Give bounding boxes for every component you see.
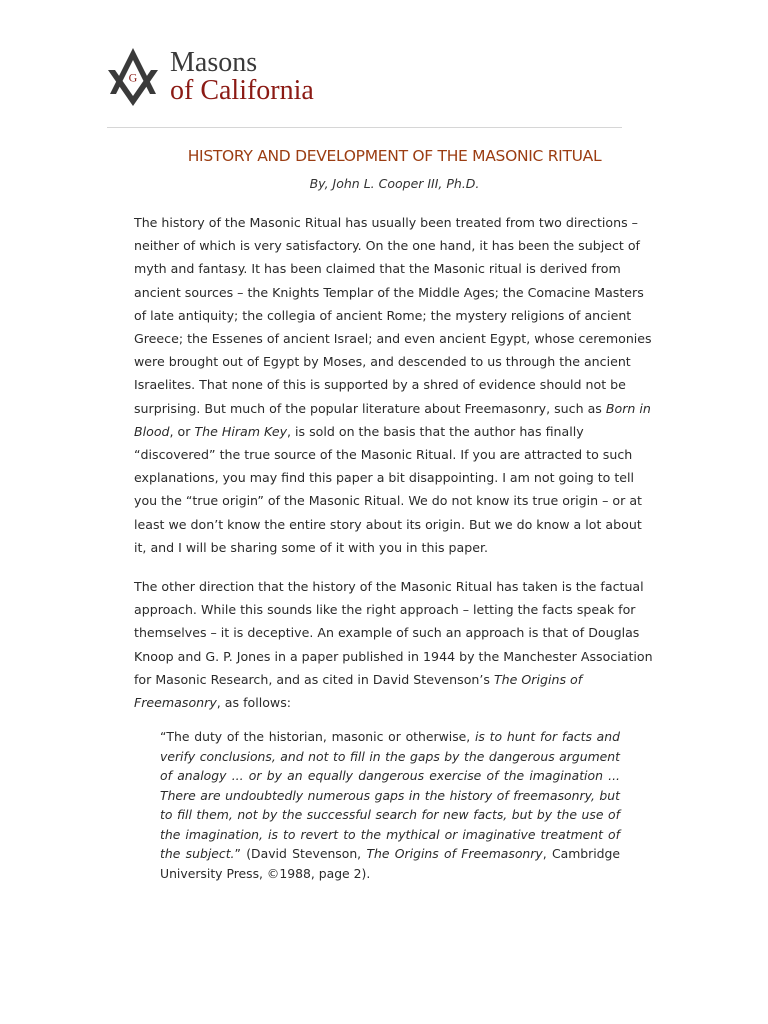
- block-quote: [160, 727, 620, 883]
- p1-text-a: The history of the Masonic Ritual has usually been treated from two directions – neither of which is very satisfactory. On the one hand, it has been the subject of myth and fantasy. It has been claimed that the Masonic ritual is derived from ancient sources – the Knights Templar of the Middle Ages; the Comacine Masters of late antiquity; the collegia of ancient Rome; the mystery religions of ancient Greece; the Essenes of ancient Israel; and even ancient Egypt, whose ceremonies were brought out of Egypt by Moses, and descended to us through the ancient Israelites. That none of this is supported by a shred of evidence should not be surprising. But much of the popular literature about Freemasonry, such as: [134, 215, 652, 416]
- document-title: HISTORY AND DEVELOPMENT OF THE MASONIC RITUAL: [187, 147, 602, 165]
- square-and-compass-icon: [104, 44, 162, 110]
- logo-letter: G: [128, 70, 138, 85]
- paragraph-2: [134, 575, 656, 714]
- p1-italic-born-in-blood: Born in Blood: [134, 400, 651, 439]
- p1-text-c: , or: [169, 423, 195, 439]
- p2-text-c: , as follows:: [216, 695, 292, 711]
- p2-text-a: The other direction that the history of the Masonic Ritual has taken is the factual approach. While this sounds like the right approach – letting the facts speak for themselves – it is deceptive. An example of such an approach is that of Douglas Knoop and G. P. Jones in a paper published in 1944 by the Manchester Association for Masonic Research, and as cited in David Stevenson’s: [134, 579, 653, 687]
- p2-italic-origins: The Origins of Freemasonry: [134, 671, 583, 711]
- logo-text-california: of California: [170, 75, 314, 106]
- p1-italic-hiram-key: The Hiram Key: [194, 423, 288, 439]
- header-divider: [107, 127, 622, 128]
- p1-text-e: , is sold on the basis that the author has finally “discovered” the true source of the Masonic Ritual. If you are attracted to such explanations, you may find this paper a bit disappointing. I am not going to tell you the “true origin” of the Masonic Ritual. We do not know its true origin – or at least we don’t know the entire story about its origin. But we do know a lot about it, and I will be sharing some of it with you in this paper.: [134, 423, 642, 555]
- masons-of-california-logo: [104, 44, 344, 110]
- quote-italic-origins: The Origins of Freemasonry: [366, 846, 543, 861]
- quote-text-a: “The duty of the historian, masonic or otherwise,: [160, 729, 475, 744]
- document-byline: By, John L. Cooper III, Ph.D.: [309, 176, 480, 191]
- quote-italic-body: is to hunt for facts and verify conclusions, and not to fill in the gaps by the dangerous argument of analogy ... or by an equally dangerous exercise of the imagination ... There are undoubtedly numerous gaps in the history of freemasonry, but to fill them, not by the successful search for new facts, but by the use of the imagination, is to revert to the mythical or imaginative treatment of the subject.: [160, 729, 620, 861]
- quote-text-c: ” (David Stevenson,: [234, 846, 367, 861]
- logo-text-masons: Masons: [170, 47, 258, 78]
- quote-text-e: , Cambridge University Press, ©1988, page 2).: [160, 846, 621, 881]
- paragraph-1: [134, 211, 656, 559]
